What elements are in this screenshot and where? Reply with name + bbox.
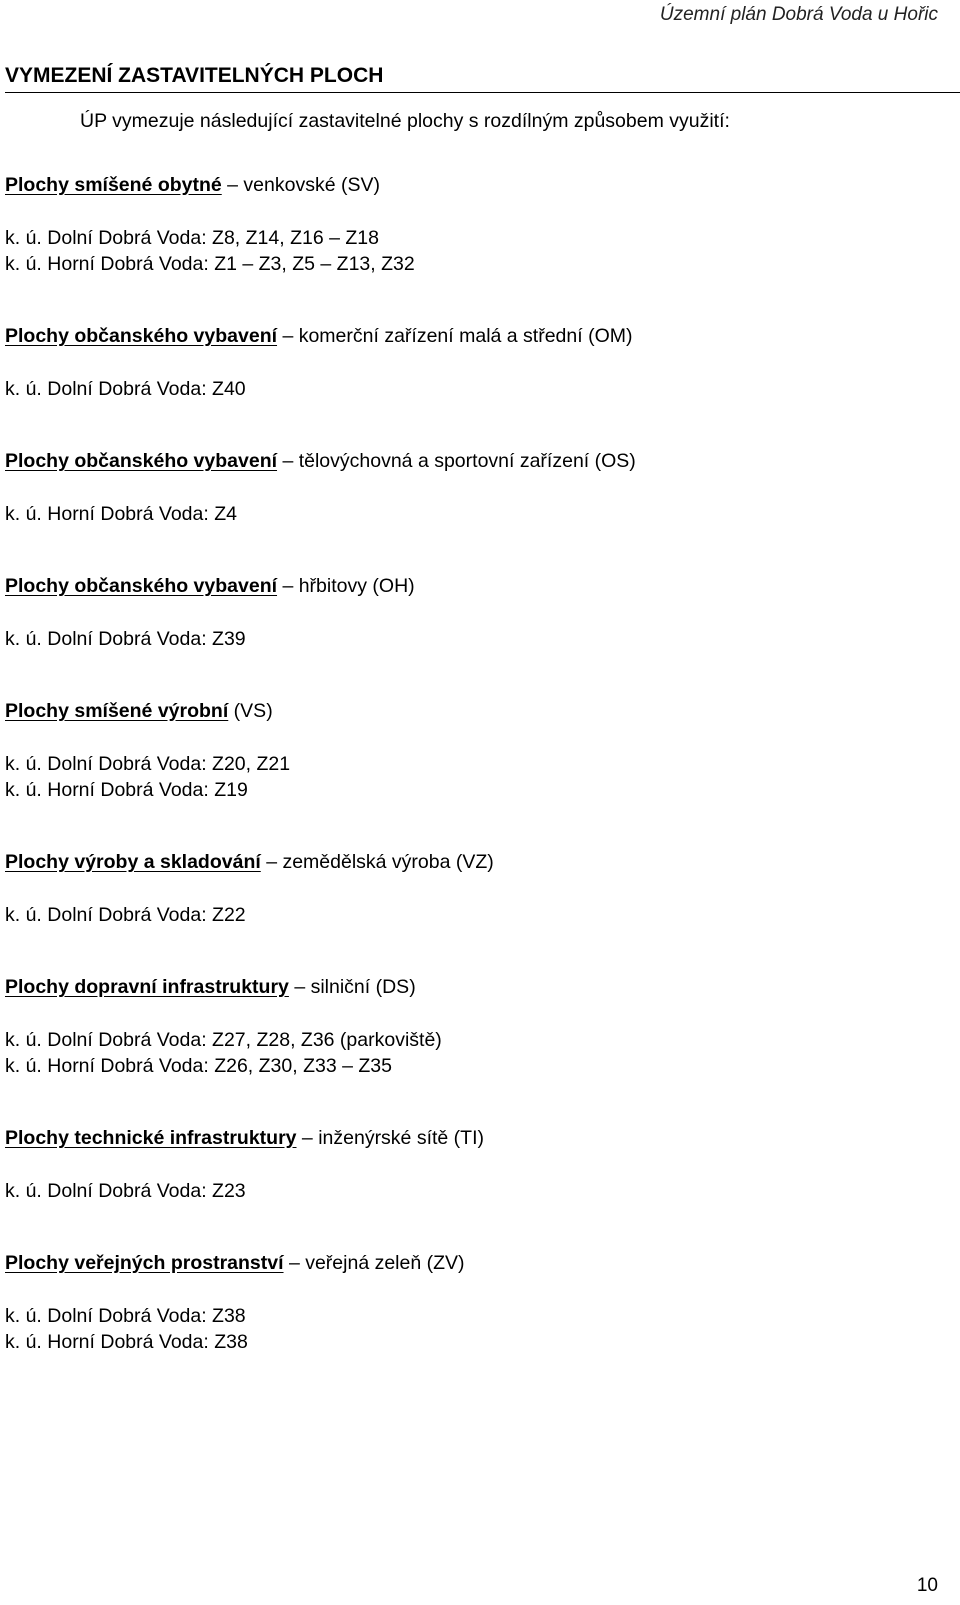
- cadastral-entry: k. ú. Dolní Dobrá Voda: Z22: [5, 904, 246, 926]
- area-group: [5, 699, 945, 803]
- cadastral-entry: k. ú. Horní Dobrá Voda: Z38: [5, 1331, 248, 1353]
- area-type-label: Plochy občanského vybavení: [5, 450, 278, 472]
- area-type-label: Plochy smíšené obytné: [5, 174, 222, 196]
- cadastral-entry: k. ú. Dolní Dobrá Voda: Z23: [5, 1180, 246, 1202]
- cadastral-entry: k. ú. Dolní Dobrá Voda: Z40: [5, 378, 246, 400]
- area-group: [5, 574, 945, 652]
- area-type-label: Plochy občanského vybavení: [5, 575, 278, 597]
- area-group-heading: [5, 1251, 945, 1275]
- cadastral-entry: k. ú. Dolní Dobrá Voda: Z27, Z28, Z36 (parkoviště): [5, 1029, 442, 1051]
- area-group-heading: [5, 173, 945, 197]
- area-group: [5, 173, 945, 277]
- cadastral-entry: k. ú. Horní Dobrá Voda: Z19: [5, 779, 248, 801]
- area-group-heading: [5, 1126, 945, 1150]
- cadastral-entry: k. ú. Horní Dobrá Voda: Z1 – Z3, Z5 – Z13, Z32: [5, 253, 415, 275]
- area-group: [5, 975, 945, 1079]
- area-type-label: Plochy dopravní infrastruktury: [5, 976, 289, 998]
- area-subtype-label: – komerční zařízení malá a střední (OM): [277, 325, 633, 347]
- area-type-label: Plochy veřejných prostranství: [5, 1252, 284, 1274]
- cadastral-entry: k. ú. Horní Dobrá Voda: Z4: [5, 503, 237, 525]
- area-subtype-label: – silniční (DS): [288, 976, 416, 998]
- area-subtype-label: – venkovské (SV): [221, 174, 380, 196]
- document-header-title: Územní plán Dobrá Voda u Hořic: [659, 4, 938, 25]
- area-subtype-label: – veřejná zeleň (ZV): [283, 1252, 465, 1274]
- area-group: [5, 1251, 945, 1355]
- cadastral-entry: k. ú. Dolní Dobrá Voda: Z38: [5, 1305, 246, 1327]
- cadastral-entry: k. ú. Dolní Dobrá Voda: Z39: [5, 628, 246, 650]
- area-group-heading: [5, 975, 945, 999]
- area-type-label: Plochy výroby a skladování: [5, 851, 261, 873]
- area-group-heading: [5, 324, 945, 348]
- area-type-label: Plochy smíšené výrobní: [5, 700, 229, 722]
- area-group-heading: [5, 449, 945, 473]
- section-title: VYMEZENÍ ZASTAVITELNÝCH PLOCH: [5, 64, 960, 93]
- area-subtype-label: – hřbitovy (OH): [277, 575, 415, 597]
- area-subtype-label: – zemědělská výroba (VZ): [260, 851, 494, 873]
- area-groups-list: [5, 173, 945, 1402]
- page-number: 10: [916, 1575, 938, 1596]
- area-type-label: Plochy technické infrastruktury: [5, 1127, 297, 1149]
- cadastral-entry: k. ú. Dolní Dobrá Voda: Z20, Z21: [5, 753, 291, 775]
- area-group-heading: [5, 850, 945, 874]
- cadastral-entry: k. ú. Dolní Dobrá Voda: Z8, Z14, Z16 – Z18: [5, 227, 379, 249]
- area-group: [5, 324, 945, 402]
- area-group-heading: [5, 699, 945, 723]
- intro-paragraph: ÚP vymezuje následující zastavitelné plochy s rozdílným způsobem využití:: [80, 110, 730, 132]
- area-group-heading: [5, 574, 945, 598]
- area-type-label: Plochy občanského vybavení: [5, 325, 278, 347]
- area-group: [5, 449, 945, 527]
- area-group: [5, 850, 945, 928]
- area-group: [5, 1126, 945, 1204]
- area-subtype-label: (VS): [228, 700, 273, 722]
- area-subtype-label: – tělovýchovná a sportovní zařízení (OS): [277, 450, 636, 472]
- area-subtype-label: – inženýrské sítě (TI): [296, 1127, 484, 1149]
- cadastral-entry: k. ú. Horní Dobrá Voda: Z26, Z30, Z33 – Z35: [5, 1055, 392, 1077]
